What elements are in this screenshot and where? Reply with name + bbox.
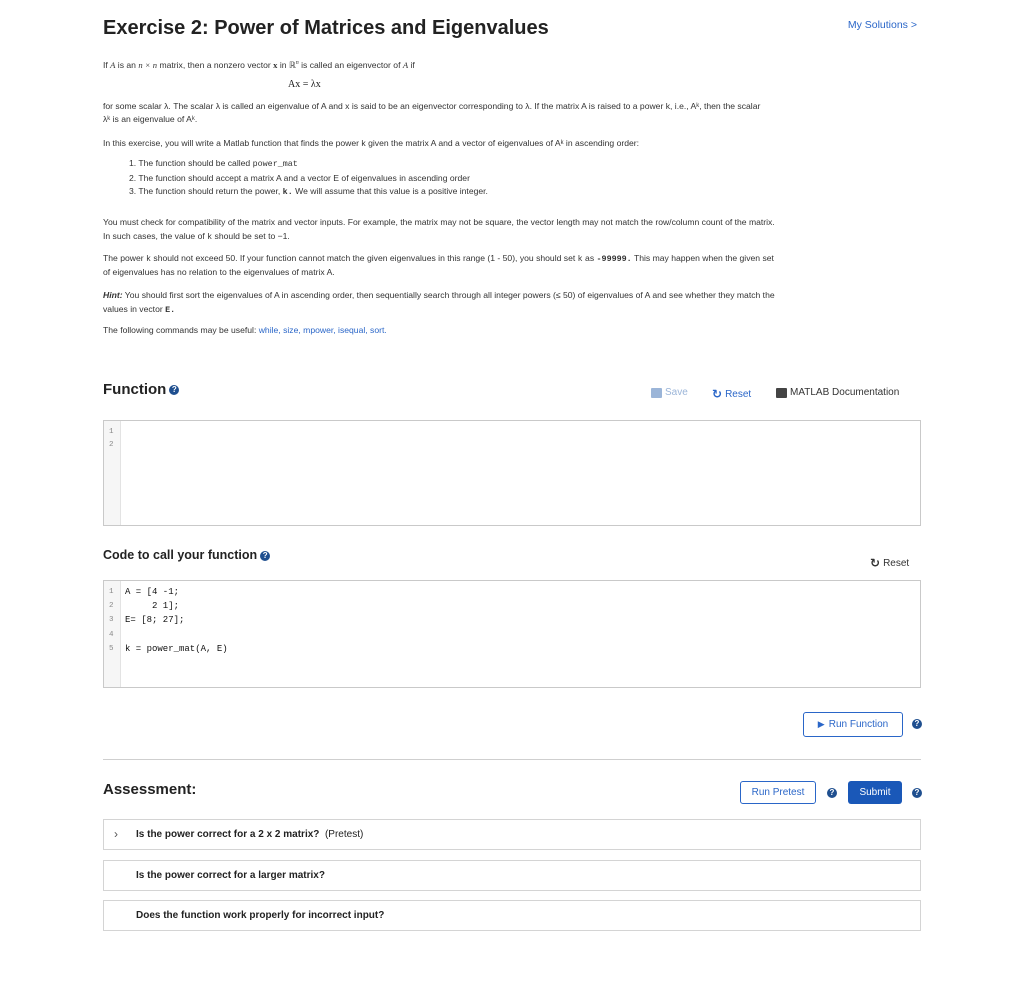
text: 1. The function should be called <box>129 158 253 168</box>
eigen-definition-line1: for some scalar λ. The scalar λ is called an eigenvalue of A and x is said to be an eigenvector corresponding to λ. If the matrix A is raised to a power k, i.e., Aᵏ, then the scalar <box>103 101 761 111</box>
line-number: 4 <box>109 631 114 639</box>
intro-paragraph <box>103 56 903 72</box>
compat-paragraph-line1: You must check for compatibility of the matrix and vector inputs. For example, the matrix may not be square, the vector length may not match the row/column count of the matrix. <box>103 217 775 227</box>
divider <box>103 759 921 760</box>
hint-paragraph-line2 <box>103 302 903 317</box>
text: 2. The function should accept a matrix A and a vector E of eigenvalues in ascending order <box>129 172 470 183</box>
test-item[interactable] <box>103 819 921 850</box>
function-reset-button[interactable] <box>712 387 751 401</box>
code-line: 2 1]; <box>125 601 180 611</box>
limit-paragraph-line2: of eigenvalues has no relation to the eigenvalues of matrix A. <box>103 267 335 277</box>
text: 3. The function should return the power, <box>129 186 283 196</box>
text: MATLAB Documentation <box>790 387 900 398</box>
list-item <box>129 157 488 172</box>
text: in ℝ <box>277 59 296 70</box>
link-isequal[interactable]: isequal, <box>338 325 368 335</box>
list-item <box>129 172 488 186</box>
assessment-title: Assessment: <box>103 781 197 798</box>
code-inline: k <box>146 254 152 264</box>
function-section-title <box>103 381 179 398</box>
compat-paragraph-line2 <box>103 229 903 244</box>
test-label: Does the function work properly for incorrect input? <box>136 910 385 921</box>
test-item[interactable] <box>103 860 921 891</box>
line-number: 2 <box>109 602 114 610</box>
math-A: A <box>402 59 409 70</box>
list-item <box>129 185 488 200</box>
function-code-editor[interactable] <box>103 420 921 526</box>
code-line: E= [8; 27]; <box>125 615 185 625</box>
link-sort[interactable]: sort. <box>370 325 387 335</box>
text: Is the power correct for a 2 x 2 matrix? <box>136 829 320 840</box>
text: Save <box>665 387 688 398</box>
text: This may happen when the given set <box>631 253 774 263</box>
matlab-documentation-button[interactable] <box>776 387 899 398</box>
math-A: A <box>110 59 116 70</box>
text: should not exceed 50. If your function cannot match the given eigenvalues in this range (1 - 50), you should set <box>151 253 578 263</box>
exercise-intro: In this exercise, you will write a Matlab function that finds the power k given the matrix A and a vector of eigenvalues of Aᵏ in ascending order: <box>103 138 640 148</box>
run-pretest-button[interactable]: Run Pretest <box>740 781 816 804</box>
hint-label: Hint: <box>103 290 123 300</box>
play-icon: ▶ <box>817 719 825 729</box>
my-solutions-link[interactable]: My Solutions > <box>847 19 917 31</box>
code-inline: E. <box>165 305 176 315</box>
line-number: 1 <box>109 588 114 596</box>
hint-paragraph-line1 <box>103 288 903 302</box>
limit-paragraph-line1 <box>103 251 903 266</box>
eigen-definition-line2: λᵏ is an eigenvalue of Aᵏ. <box>103 114 198 124</box>
text: The power <box>103 253 146 263</box>
page-title: Exercise 2: Power of Matrices and Eigenvalues <box>103 17 549 39</box>
text: Function <box>103 381 167 398</box>
help-icon[interactable]: ? <box>827 788 837 798</box>
code-inline: power_mat <box>252 159 298 169</box>
requirements-list <box>129 157 488 200</box>
save-icon <box>651 388 662 398</box>
line-number: 5 <box>109 645 114 653</box>
text: Reset <box>725 388 752 400</box>
code-inline: k <box>207 232 213 242</box>
link-while[interactable]: while, <box>258 325 281 335</box>
chevron-right-icon[interactable]: › <box>114 827 118 841</box>
line-number: 2 <box>109 441 114 449</box>
eigen-equation: Ax = λx <box>288 79 321 90</box>
text: Reset <box>883 557 910 569</box>
math-nxn: n × n <box>138 59 158 70</box>
submit-button[interactable]: Submit <box>848 781 902 804</box>
call-section-title <box>103 548 270 562</box>
code-inline: k <box>577 254 583 264</box>
run-function-button[interactable] <box>803 712 903 737</box>
text: Run Function <box>828 719 889 730</box>
text: is called an eigenvector of <box>298 59 403 70</box>
link-mpower[interactable]: mpower, <box>303 325 336 335</box>
text: as <box>582 253 597 263</box>
text: is an <box>115 59 139 70</box>
help-icon[interactable]: ? <box>912 788 922 798</box>
math-n: n <box>295 60 299 66</box>
text: We will assume that this value is a positive integer. <box>292 186 488 196</box>
call-code-editor[interactable] <box>103 580 921 688</box>
reset-icon: ↻ <box>712 387 723 401</box>
text: should be set to −1. <box>212 231 290 241</box>
code-line: k = power_mat(A, E) <box>125 644 228 654</box>
text: In such cases, the value of <box>103 231 208 241</box>
code-line: A = [4 -1; <box>125 587 180 597</box>
call-reset-button[interactable] <box>870 556 909 570</box>
text: If <box>103 59 111 70</box>
code-inline: -99999. <box>596 254 632 264</box>
test-label: Is the power correct for a larger matrix? <box>136 870 325 881</box>
line-number: 3 <box>109 616 114 624</box>
text: matrix, then a nonzero vector <box>157 59 274 70</box>
reset-icon: ↻ <box>870 556 881 570</box>
text: if <box>408 59 415 70</box>
line-gutter <box>104 421 121 525</box>
save-button[interactable] <box>651 387 688 398</box>
text: The following commands may be useful: <box>103 325 259 335</box>
line-number: 1 <box>109 428 114 436</box>
math-x: x <box>273 59 278 70</box>
code-inline: k. <box>282 187 293 197</box>
text: values in vector <box>103 304 166 314</box>
test-item[interactable] <box>103 900 921 931</box>
help-icon[interactable]: ? <box>912 719 922 729</box>
text: Code to call your function <box>103 548 258 562</box>
link-size[interactable]: size, <box>283 325 301 335</box>
test-label <box>136 829 363 840</box>
help-icon[interactable]: ? <box>260 551 270 561</box>
pretest-tag: (Pretest) <box>324 829 364 840</box>
useful-commands <box>103 323 903 337</box>
text: You should first sort the eigenvalues of A in ascending order, then sequentially search through all integer powers (≤ 50) of eigenvalues of A and see whether they match the <box>122 290 775 300</box>
help-icon[interactable]: ? <box>169 385 179 395</box>
book-icon <box>776 388 787 398</box>
